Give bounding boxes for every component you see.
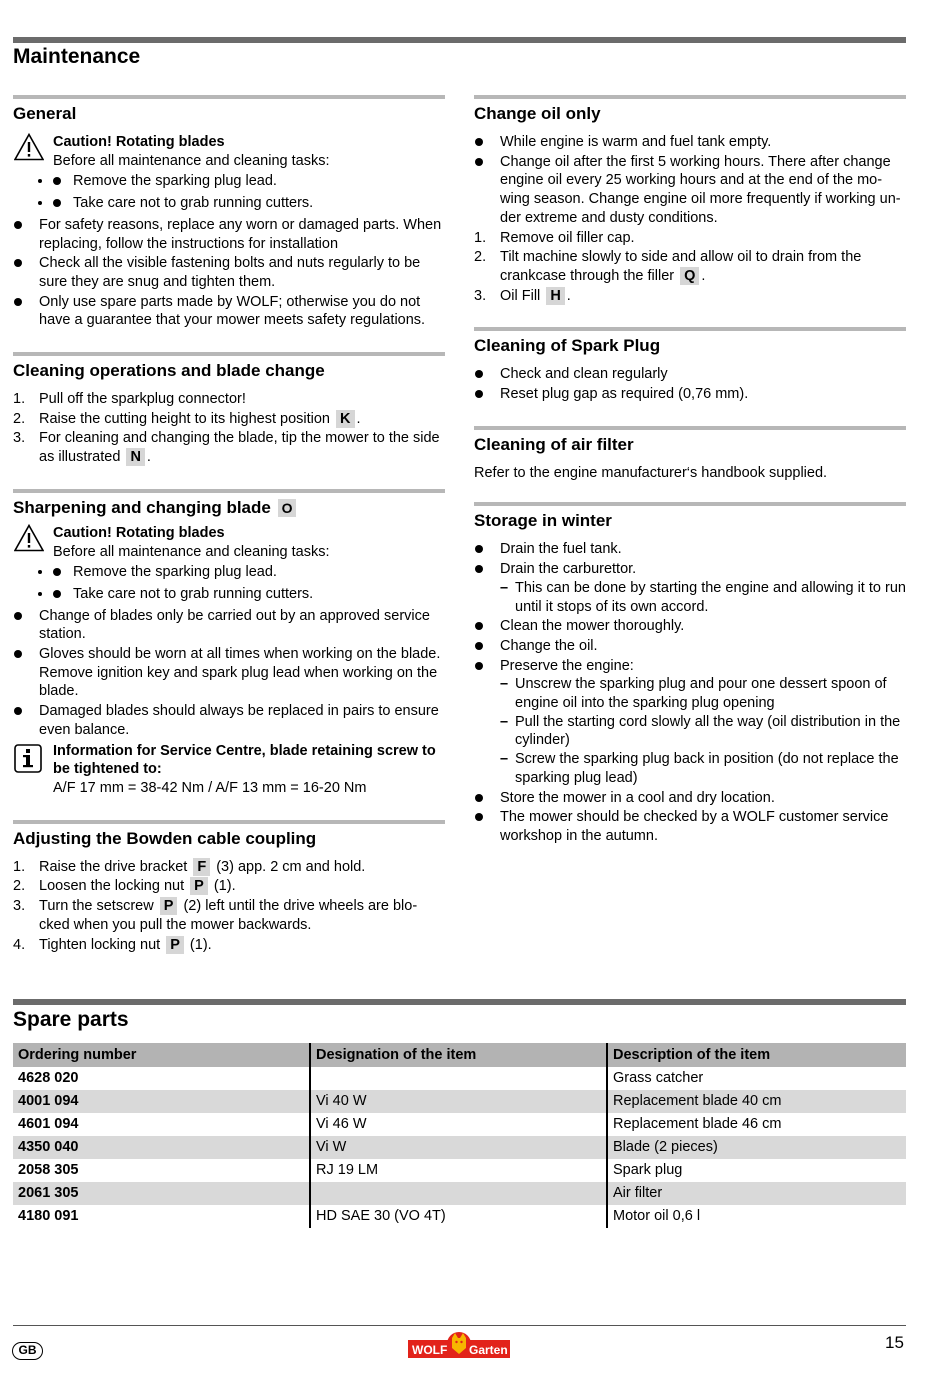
caution-list [13,172,445,212]
section-general [13,95,445,330]
step-text-after: . [356,410,361,427]
designation: Vi 40 W [310,1090,607,1113]
list-item: The mower should be checked by a WOLF customer service workshop in the autumn. [474,808,906,845]
section-air-filter [474,426,906,483]
figure-tag: P [160,897,178,915]
step-number: 1. [13,858,26,875]
designation: Vi W [310,1136,607,1159]
step-text: Tighten locking nut [39,936,161,953]
step-text-after: . [146,449,151,466]
warning-icon [14,133,44,161]
info-text: A/F 17 mm = 38-42 Nm / A/F 13 mm = 16-20 Nm [53,779,367,796]
numbered-list [13,858,445,955]
list-item [13,390,445,409]
ordering-number: 4001 094 [13,1090,310,1113]
list-item: Change oil after the first 5 working hours. There after change engine oil every 25 working hours and at the end of the mo-wing season. Change engine oil more frequently if working un-der extreme and dusty conditions. [474,153,906,228]
table-row [13,1182,906,1205]
ordering-number: 4180 091 [13,1205,310,1228]
figure-tag: K [336,410,354,428]
ordering-number: 4601 094 [13,1113,310,1136]
spare-parts-table [13,1043,906,1228]
section-title: Adjusting the Bowden cable coupling [13,828,317,848]
designation [310,1067,607,1090]
list-item: Check all the visible fastening bolts and nuts regularly to be sure they are snug and tighten them. [13,254,445,291]
info-block [13,742,445,798]
ordering-number: 4350 040 [13,1136,310,1159]
list-item: – Screw the sparking plug back in position (do not replace the sparking plug lead) [500,750,906,787]
table-header: Description of the item [607,1043,906,1067]
description: Spark plug [607,1159,906,1182]
step-text: Loosen the locking nut [39,878,185,895]
table-header: Ordering number [13,1043,310,1067]
table-row [13,1159,906,1182]
caution-title: Caution! Rotating blades [53,524,225,541]
step-text: Pull off the sparkplug connector! [39,391,246,408]
list-item [474,287,906,306]
list-item: Clean the mower thoroughly. [474,617,906,636]
list-item-text: Preserve the engine: [500,657,634,674]
section-title: Storage in winter [474,511,612,531]
description: Replacement blade 46 cm [607,1113,906,1136]
list-item [13,936,445,955]
top-rule [13,37,906,43]
list-item: – Unscrew the sparking plug and pour one dessert spoon of engine oil into the sparking plug opening [500,675,906,712]
step-number: 2. [13,410,26,427]
step-number: 1. [13,391,26,408]
country-badge: GB [12,1342,43,1360]
section-storage [474,502,906,845]
list-item: Check and clean regularly [474,365,906,384]
list-item: Drain the fuel tank. [474,540,906,559]
table-row [13,1205,906,1228]
figure-tag: N [126,448,144,466]
section-title: Cleaning operations and blade change [13,361,325,381]
list-item: • Remove the sparking plug lead. [53,172,445,191]
section-change-oil [474,95,906,305]
description: Air filter [607,1182,906,1205]
list-item [474,229,906,248]
step-text: Raise the drive bracket [39,858,188,875]
section-title-text: Sharpening and changing blade [13,497,271,517]
page-title: Maintenance [13,45,141,68]
designation: Vi 46 W [310,1113,607,1136]
section-cleaning [13,352,445,467]
section-title: Change oil only [474,104,601,123]
section-sharpening [13,489,445,798]
step-text-after: (2) left until the drive wheels are blo-cked when you pull the mower backwards. [39,898,418,933]
step-number: 1. [474,229,487,246]
caution-text: Before all maintenance and cleaning tasks: [53,543,330,560]
ordering-number: 4628 020 [13,1067,310,1090]
list-item [13,410,445,429]
table-header: Designation of the item [310,1043,607,1067]
list-item [13,858,445,877]
list-item: Damaged blades should always be replaced in pairs to ensure even balance. [13,702,445,739]
step-text-after: (1). [189,936,212,953]
page-number: 15 [885,1333,904,1352]
step-text: Oil Fill [500,287,541,304]
dash-list [500,675,906,787]
designation: HD SAE 30 (VO 4T) [310,1205,607,1228]
list-item: • Remove the sparking plug lead. [53,563,445,582]
table-row [13,1067,906,1090]
description: Motor oil 0,6 l [607,1205,906,1228]
list-item [474,560,906,616]
list-item: Change of blades only be carried out by an approved service station. [13,607,445,644]
bullet-list [13,607,445,740]
designation [310,1182,607,1205]
info-icon [14,744,42,773]
step-number: 4. [13,936,26,953]
section-spark-plug [474,327,906,403]
step-number: 3. [13,898,26,915]
caution-block [13,524,445,561]
description: Replacement blade 40 cm [607,1090,906,1113]
caution-list [13,563,445,603]
list-item [474,248,906,285]
figure-tag: H [546,287,564,305]
table-row [13,1136,906,1159]
info-title: Information for Service Centre, blade retaining screw to be tightened to: [53,742,436,778]
list-item [13,897,445,934]
spare-parts-rule [13,999,906,1005]
caution-title: Caution! Rotating blades [53,134,225,150]
logo-garten-text: Garten [469,1343,508,1357]
step-number: 3. [13,430,26,447]
numbered-list [474,229,906,306]
left-column [13,95,445,955]
wolf-garten-logo [408,1330,510,1360]
figure-tag: Q [680,267,699,285]
step-number: 2. [474,249,487,266]
list-item: Gloves should be worn at all times when working on the blade. Remove ignition key and spark plug lead when working on the blade. [13,645,445,701]
description: Blade (2 pieces) [607,1136,906,1159]
bullet-list [13,216,445,330]
figure-tag: P [166,936,184,954]
step-text-after: . [566,287,571,304]
list-item [13,429,445,466]
step-text-after: . [701,267,706,284]
section-title: Cleaning of Spark Plug [474,336,661,356]
logo-wolf-text: WOLF [412,1343,448,1357]
step-text: For cleaning and changing the blade, tip the mower to the side as illustrated [39,430,440,466]
figure-tag: P [190,877,208,895]
list-item: Change the oil. [474,637,906,656]
list-item-text: Drain the carburettor. [500,561,637,578]
list-item: – Pull the starting cord slowly all the way (oil distribution in the cylinder) [500,713,906,750]
list-item: Reset plug gap as required (0,76 mm). [474,385,906,404]
step-text-after: (1). [213,878,236,895]
numbered-list [13,390,445,467]
list-item: Store the mower in a cool and dry location. [474,789,906,808]
dash-list [500,579,906,616]
section-title: General [13,104,77,123]
designation: RJ 19 LM [310,1159,607,1182]
footer-rule [13,1325,906,1326]
caution-text: Before all maintenance and cleaning tasks: [53,152,330,169]
step-number: 2. [13,878,26,895]
section-bowden [13,820,445,955]
step-number: 3. [474,287,487,304]
list-item [13,877,445,896]
figure-tag: F [193,858,210,876]
paragraph: Refer to the engine manufacturer‘s handbook supplied. [474,464,828,481]
table-row [13,1113,906,1136]
bullet-list [474,133,906,228]
caution-block [13,133,445,170]
list-item: For safety reasons, replace any worn or damaged parts. When replacing, follow the instructions for installation [13,216,445,253]
list-item: • Take care not to grab running cutters. [53,585,445,604]
step-text: Raise the cutting height to its highest position [39,410,330,427]
warning-icon [14,524,44,552]
step-text: Tilt machine slowly to side and allow oil to drain from the crankcase through the filler [500,249,862,284]
ordering-number: 2058 305 [13,1159,310,1182]
list-item: – This can be done by starting the engine and allowing it to run until it stops of its own accord. [500,579,906,616]
bullet-list [474,540,906,845]
section-title: Cleaning of air filter [474,434,634,454]
list-item: While engine is warm and fuel tank empty. [474,133,906,152]
figure-tag: O [278,499,297,517]
table-row [13,1090,906,1113]
right-column [474,95,906,847]
list-item [474,657,906,788]
description: Grass catcher [607,1067,906,1090]
bullet-list [474,365,906,403]
step-text: Remove oil filler cap. [500,229,635,246]
step-text: Turn the setscrew [39,898,154,915]
list-item: • Take care not to grab running cutters. [53,194,445,213]
spare-parts-title: Spare parts [13,1008,129,1031]
ordering-number: 2061 305 [13,1182,310,1205]
table-header-row [13,1043,906,1067]
step-text-after: (3) app. 2 cm and hold. [216,858,366,875]
list-item: Only use spare parts made by WOLF; otherwise you do not have a guarantee that your mower meets safety regulations. [13,293,445,330]
section-title [13,493,445,518]
